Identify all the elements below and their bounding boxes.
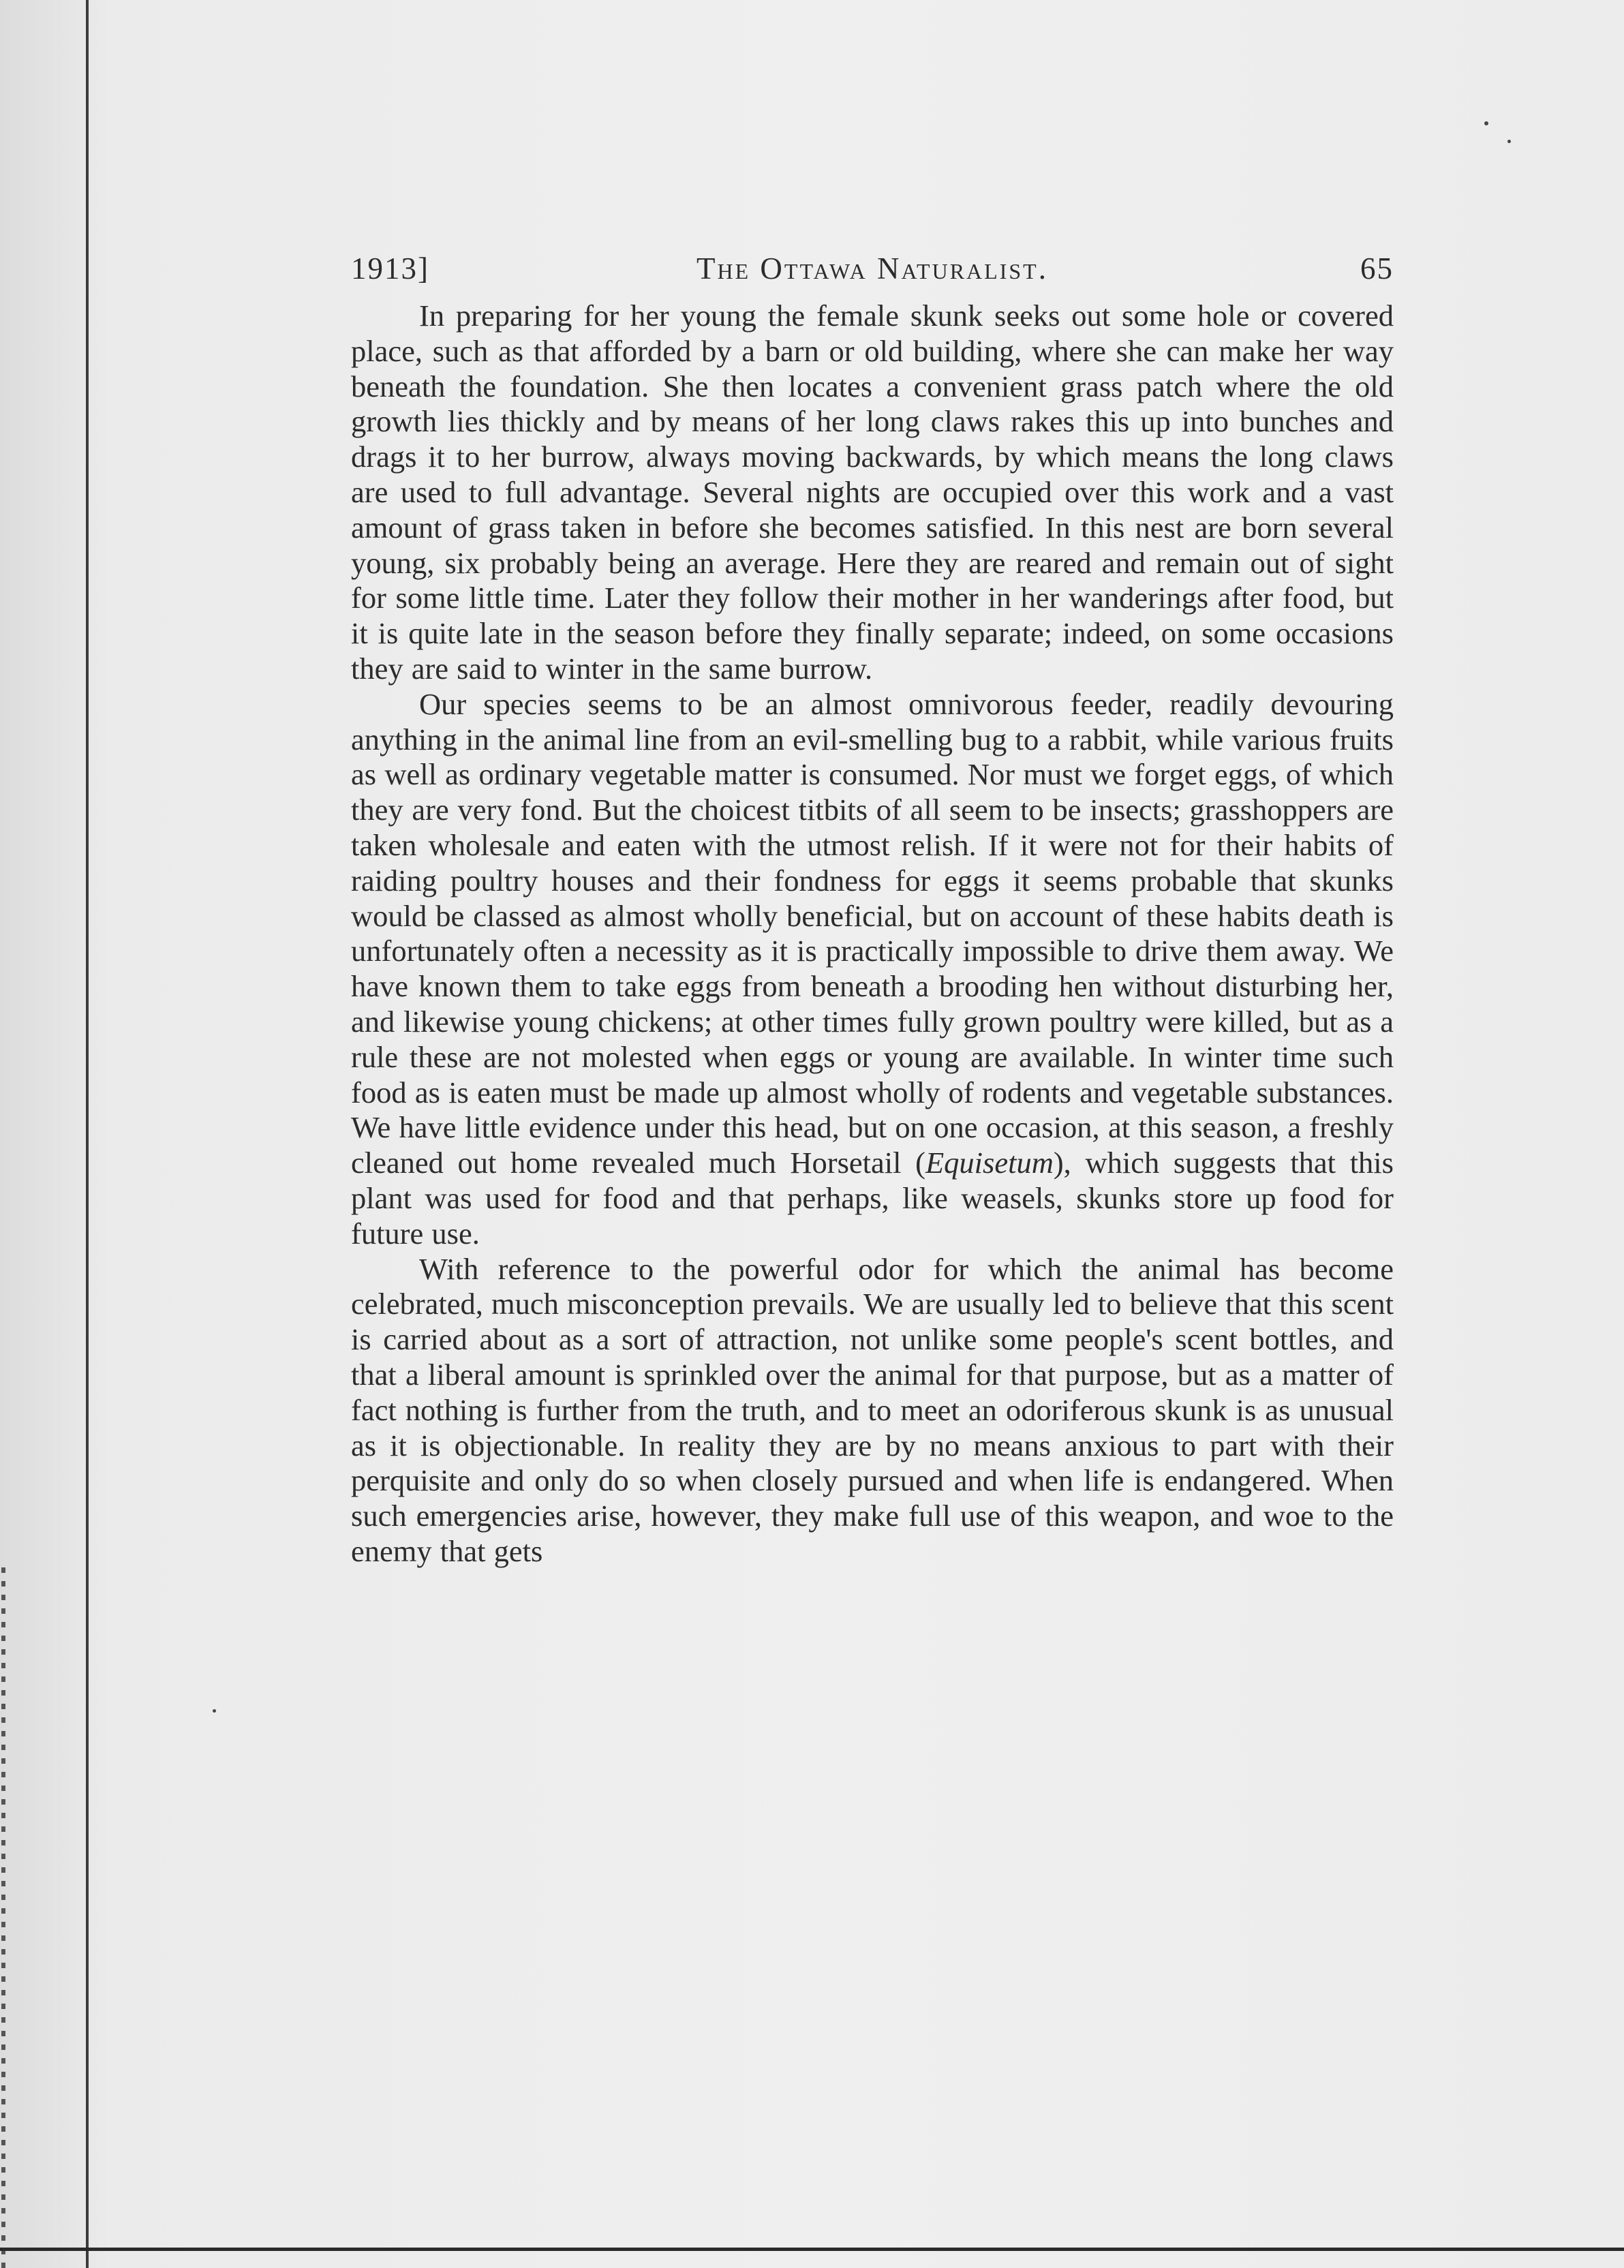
paragraph-nesting [351,298,1394,687]
scan-speck [1507,140,1511,143]
binding-edge-line [86,0,89,2268]
page-number: 65 [1360,251,1394,286]
paragraph-text: ), which suggests that this plant was used for food and that perhaps, like weasels, skunks store up food for future use. [351,1146,1394,1251]
paragraph-text: In preparing for her young the female skunk seeks out some hole or covered place, such as that afforded by a barn or old building, where she can make her way beneath the foundation. She then locates a convenient grass patch where the old growth lies thickly and by means of her long claws rakes this up into bunches and drags it to her burrow, always moving backwards, by which means the long claws are used to full advantage. Several nights are occupied over this work and a vast amount of grass taken in before she becomes satisfied. In this nest are born several young, six probably being an average. Here they are reared and remain out of sight for some little time. Later they follow their mother in her wanderings after food, but it is quite late in the season before they finally separate; indeed, on some occasions they are said to winter in the same burrow. [351,298,1394,686]
scan-speck [1484,121,1488,125]
bottom-border-line [0,2248,1624,2251]
paragraph-text: Our species seems to be an almost omnivorous feeder, readily devouring anything in the animal line from an evil-smelling bug to a rabbit, while various fruits as well as ordinary vegetable matter is consumed. Nor must we forget eggs, of which they are very fond. But the choicest titbits of all seem to be insects; grasshoppers are taken wholesale and eaten with the utmost relish. If it were not for their habits of raiding poultry houses and their fondness for eggs it seems probable that skunks would be classed as almost wholly beneficial, but on account of these habits death is unfortunately often a necessity as it is practically impossible to drive them away. We have known them to take eggs from beneath a brooding hen without disturbing her, and likewise young chickens; at other times fully grown poultry were killed, but as a rule these are not molested when eggs or young are available. In winter time such food as is eaten must be made up almost wholly of rodents and vegetable substances. We have little evidence under this head, but on one occasion, at this season, a freshly cleaned out home revealed much Horsetail ( [351,686,1394,1180]
paragraph-text: With reference to the powerful odor for which the animal has become celebrated, much misconception prevails. We are usually led to believe that this scent is carried about as a sort of attraction, not unlike some people's scent bottles, and that a liberal amount is sprinkled over the animal for that purpose, but as a matter of fact nothing is further from the truth, and to meet an odoriferous skunk is as unusual as it is objectionable. In reality they are by no means anxious to part with their perquisite and only do so when closely pursued and when life is endangered. When such emergencies arise, however, they make full use of this weapon, and woe to the enemy that gets [351,1251,1394,1568]
edge-perforation [1,1567,5,2268]
header-year: 1913] [351,251,429,286]
scan-speck [213,1709,216,1713]
running-head [351,251,1394,298]
page-content [351,251,1394,1569]
article-body [351,298,1394,1569]
journal-title: The Ottawa Naturalist. [696,251,1048,286]
paragraph-odor [351,1252,1394,1569]
paragraph-diet [351,687,1394,1252]
taxon-name: Equisetum [925,1146,1054,1180]
